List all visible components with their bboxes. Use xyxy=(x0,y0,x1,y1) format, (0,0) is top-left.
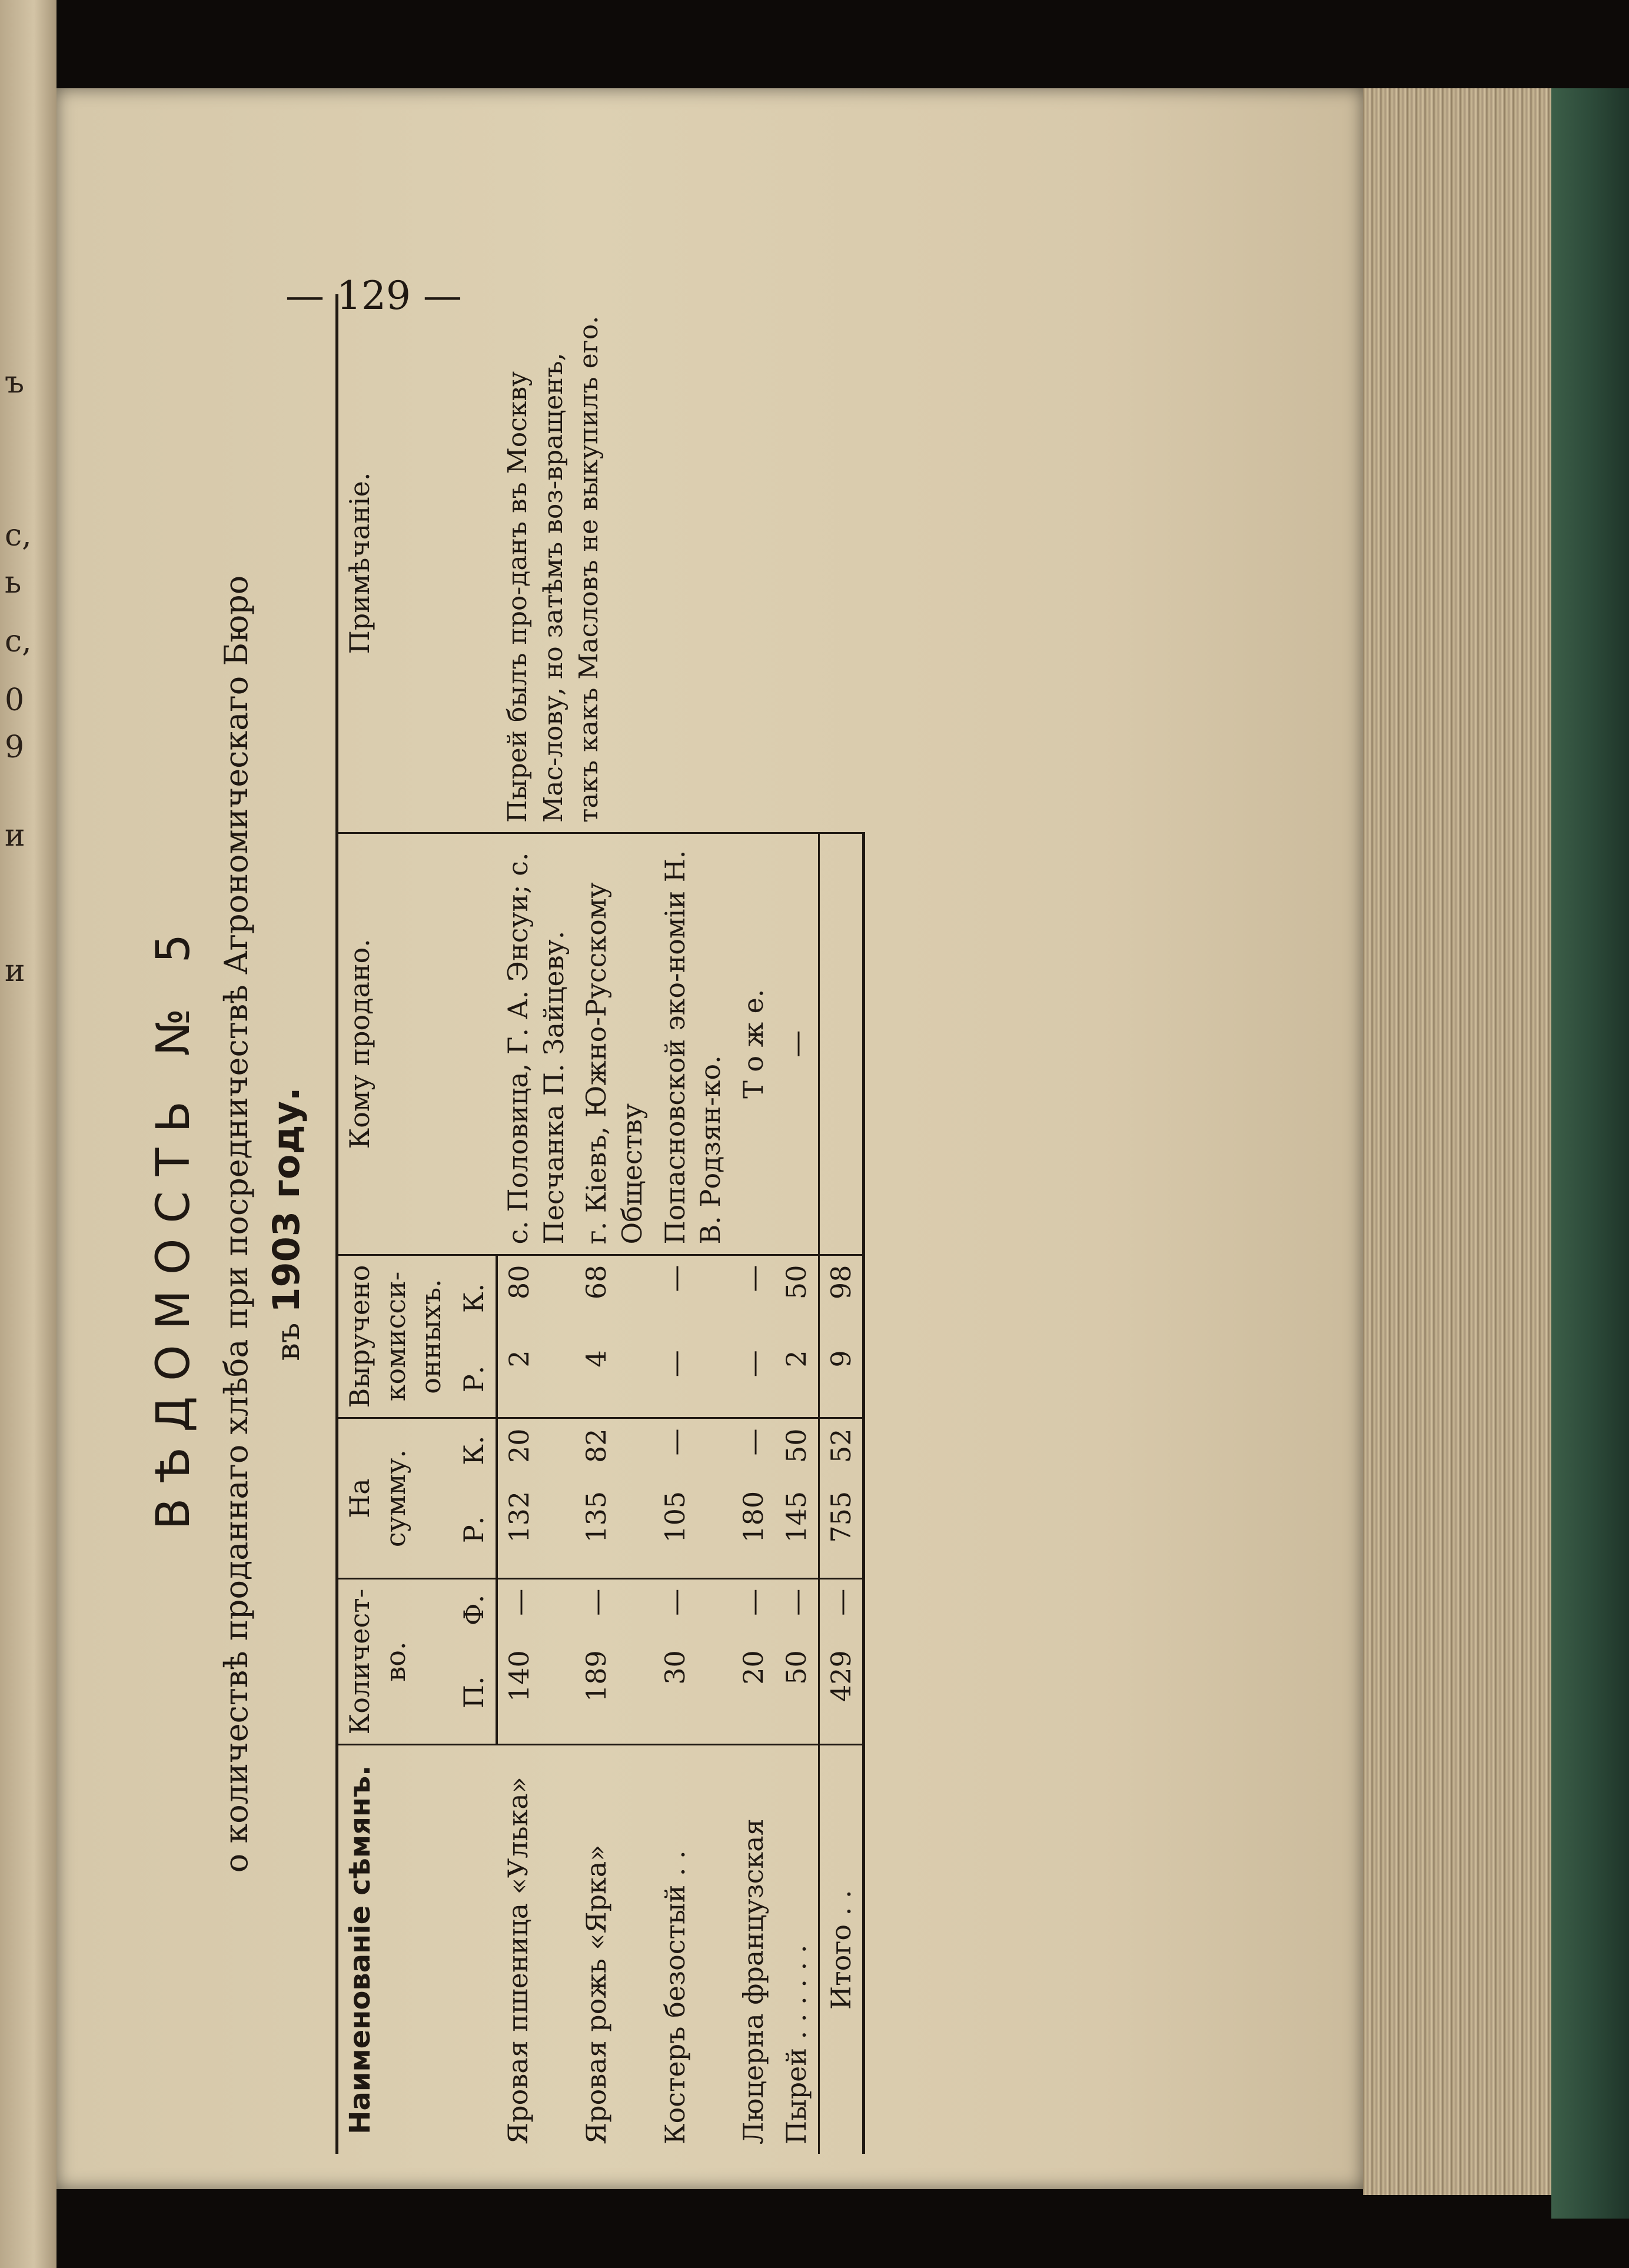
commission-kop: — xyxy=(654,1255,732,1341)
unit-rub-commission: Р. xyxy=(453,1341,497,1418)
qty-funt: — xyxy=(575,1578,653,1641)
qty-pood: 50 xyxy=(780,1650,812,1685)
qty-pood: 20 xyxy=(737,1650,770,1685)
qty-pood: 30 xyxy=(659,1650,691,1685)
left-page-fragment: и xyxy=(5,818,25,853)
qty-pood: 189 xyxy=(580,1650,613,1702)
col-header-sum: На сумму. xyxy=(337,1418,453,1578)
sum-kop: 82 xyxy=(575,1418,653,1482)
previous-page-edge xyxy=(0,0,56,2268)
qty-funt: — xyxy=(654,1578,732,1641)
unit-rub: Р. xyxy=(453,1482,497,1578)
rotated-statement xyxy=(147,273,1301,2154)
unit-kop: К. xyxy=(453,1418,497,1482)
qty-pood: 140 xyxy=(503,1650,535,1702)
total-commission-rub: 9 xyxy=(819,1341,864,1418)
unit-pood: П. xyxy=(453,1641,497,1745)
year-bold: 1903 году. xyxy=(265,1087,308,1313)
commission-kop: 50 xyxy=(775,1255,819,1341)
commission-rub: 2 xyxy=(780,1350,812,1368)
sum-rub: 180 xyxy=(737,1491,770,1543)
commission-kop: — xyxy=(732,1255,775,1341)
sum-rub: 105 xyxy=(659,1491,691,1543)
qty-funt: — xyxy=(732,1578,775,1641)
sum-rub: 132 xyxy=(503,1491,535,1543)
left-page-fragment: 0 xyxy=(5,683,25,718)
total-commission-kop: 98 xyxy=(819,1255,864,1341)
total-kop: 52 xyxy=(819,1418,864,1482)
sum-kop: 50 xyxy=(775,1418,819,1482)
page-block-edges xyxy=(1363,88,1551,2195)
buyer: с. Половица, Г. А. Энсуи; с. Песчанка П. Зайцеву. xyxy=(497,833,575,1255)
sum-kop: — xyxy=(654,1418,732,1482)
statement-subtitle: о количествѣ проданнаго хлѣба при посредничествѣ Агрономическаго Бюро xyxy=(218,575,255,1873)
seed-name: Пырей . . . . . . xyxy=(775,1745,819,2154)
commission-rub: 4 xyxy=(580,1350,613,1368)
buyer: г. Кіевъ, Южно-Русскому Обществу xyxy=(575,833,653,1255)
left-page-fragment: ь xyxy=(5,565,22,600)
book-cover xyxy=(1551,88,1629,2219)
sum-rub: 145 xyxy=(780,1491,812,1543)
left-page-fragment: 9 xyxy=(5,730,25,765)
buyer: — xyxy=(775,833,819,1255)
qty-funt: — xyxy=(497,1578,575,1641)
commission-kop: 80 xyxy=(497,1255,575,1341)
left-page-fragment: ъ xyxy=(5,365,25,400)
table-row xyxy=(497,294,575,2154)
sum-rub: 135 xyxy=(580,1491,613,1543)
page-number: — 129 — xyxy=(285,273,462,318)
total-funt: — xyxy=(819,1578,864,1641)
statement-title: ВѢДОМОСТЬ № 5 xyxy=(147,918,200,1530)
col-header-note: Примѣчаніе. xyxy=(337,294,497,833)
seed-name: Яровая пшеница «Улька» xyxy=(497,1745,575,2154)
seed-name: Яровая рожь «Ярка» xyxy=(575,1745,653,2154)
table-header-row xyxy=(337,294,453,2154)
col-header-name: Наименованіе сѣмянъ. xyxy=(337,1745,497,2154)
left-page-fragment: и xyxy=(5,953,25,989)
commission-rub: — xyxy=(737,1350,770,1378)
left-page-fragment: с, xyxy=(5,518,32,553)
total-rub: 755 xyxy=(819,1482,864,1578)
total-label: Итого . . xyxy=(819,1745,864,2154)
sum-kop: 20 xyxy=(497,1418,575,1482)
year-prefix: въ xyxy=(270,1322,307,1361)
seed-name: Костеръ безостый . . xyxy=(654,1745,732,2154)
buyer: Попасновской эко-номіи Н. В. Родзян-ко. xyxy=(654,833,732,1255)
unit-funt: Ф. xyxy=(453,1578,497,1641)
left-page-fragment: с, xyxy=(5,624,32,659)
total-buyer-empty xyxy=(819,833,864,1255)
note: Пырей былъ про-данъ въ Москву Мас-лову, но затѣмъ воз-вращенъ, такъ какъ Масловъ не выкупилъ его. xyxy=(502,315,604,823)
qty-funt: — xyxy=(775,1578,819,1641)
statement-year xyxy=(265,294,308,2154)
commission-rub: 2 xyxy=(503,1350,535,1368)
buyer: Т о ж е. xyxy=(732,833,775,1255)
total-pood: 429 xyxy=(819,1641,864,1745)
col-header-buyer: Кому продано. xyxy=(337,833,497,1255)
sum-kop: — xyxy=(732,1418,775,1482)
seed-name: Люцерна французская xyxy=(732,1745,775,2154)
commission-rub: — xyxy=(659,1350,691,1378)
commission-kop: 68 xyxy=(575,1255,653,1341)
col-header-commission: Выручено комисси-онныхъ. xyxy=(337,1255,453,1418)
col-header-qty: Количест-во. xyxy=(337,1578,453,1745)
unit-kop-commission: К. xyxy=(453,1255,497,1341)
sales-table xyxy=(335,294,865,2154)
